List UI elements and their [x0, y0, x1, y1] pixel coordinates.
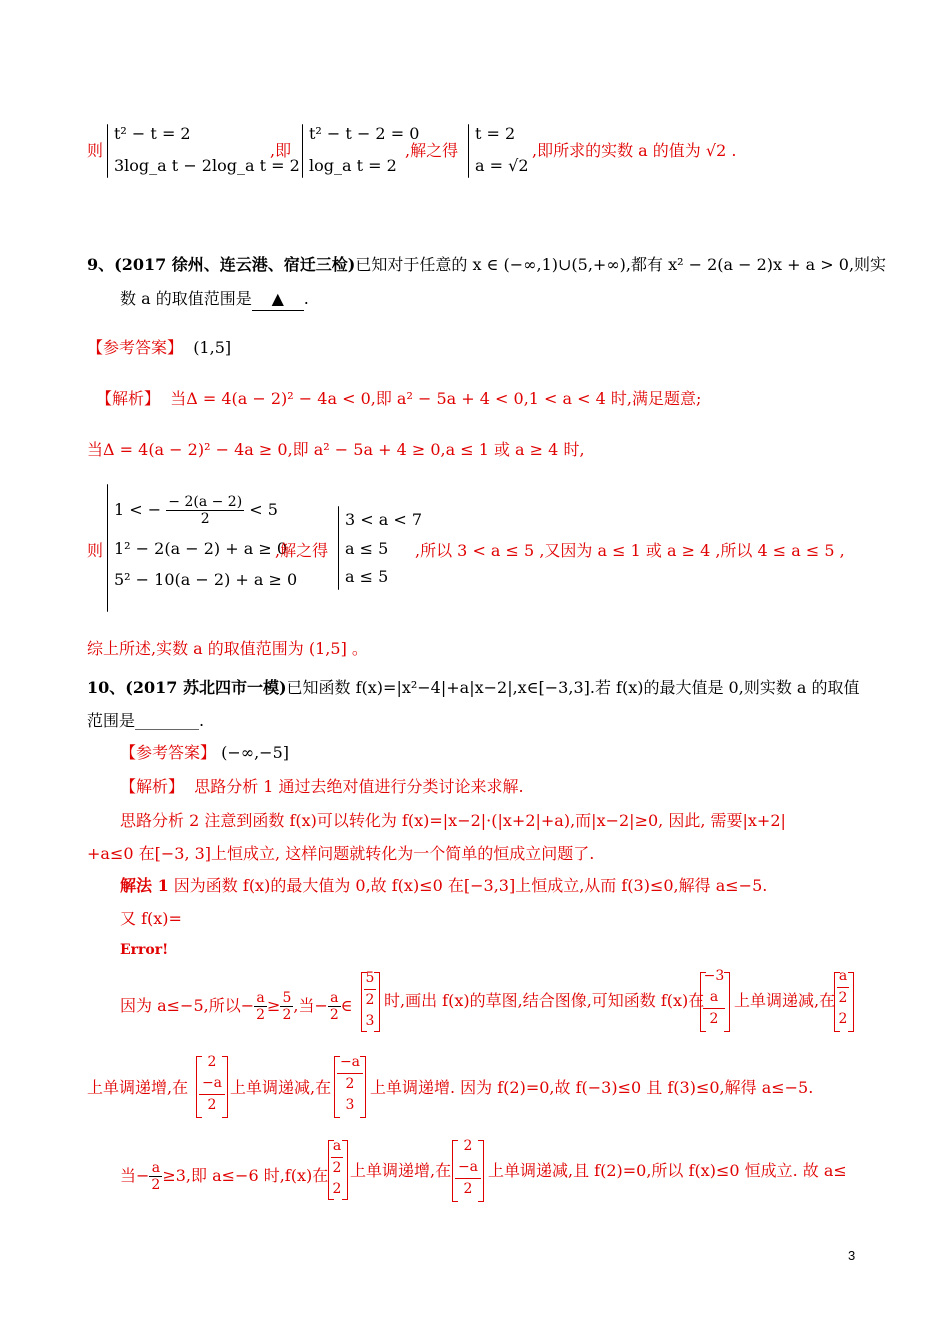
q10-body2: 范围是________. — [87, 711, 205, 730]
br-cell: 2 — [703, 1008, 725, 1030]
q10-jf1 — [120, 875, 767, 897]
q10-frac-a2-2 — [328, 990, 341, 1023]
q10-you: 又 f(x)= — [120, 909, 182, 928]
bracket-l1c-close — [848, 972, 854, 1032]
frac-den: 2 — [282, 1007, 292, 1023]
q10-l1a: 因为 a≤−5,所以− — [120, 996, 255, 1015]
br-cell: 2 — [455, 1178, 481, 1200]
q9-s3: 5² − 10(a − 2) + a ≥ 0 — [114, 570, 298, 589]
q9-brace-right — [338, 506, 339, 590]
top-jie: ,解之得 — [405, 141, 459, 160]
q10-l3b: ≥3,即 a≤−6 时,f(x)在 — [162, 1166, 329, 1185]
q10-l1c: ,当− — [293, 996, 328, 1015]
q10-frac-a2-3 — [149, 1160, 162, 1193]
top-sys3-a: t = 2 — [475, 124, 516, 143]
frac-num: 5 — [282, 990, 292, 1006]
q10-l1 — [120, 990, 353, 1023]
bracket-l1b-content — [703, 966, 725, 1030]
q10-jx1-text: 思路分析 1 通过去绝对值进行分类讨论来求解. — [194, 777, 524, 796]
top-ji: ,即 — [270, 141, 292, 160]
bracket-l3b-close — [478, 1140, 484, 1202]
q9-jx2: 当Δ = 4(a − 2)² − 4a ≥ 0,即 a² − 5a + 4 ≥ 0,a ≤ 1 或 a ≥ 4 时, — [87, 440, 585, 459]
page-number: 3 — [848, 1248, 856, 1263]
q10-jx1 — [120, 776, 524, 798]
q9-answer — [87, 337, 231, 359]
top-sys1-b: 3log_a t − 2log_a t = 2 — [114, 156, 300, 175]
q10-l1b: ≥ — [267, 996, 281, 1015]
q10-l1f: 上单调递减,在 — [734, 991, 836, 1010]
bracket-l3a-close — [342, 1140, 348, 1200]
br-cell: 2 — [331, 1157, 343, 1179]
q10-l2a: 上单调递增,在 — [87, 1078, 189, 1097]
bracket-l1-close — [374, 972, 380, 1032]
q9-blank: ▲ — [252, 288, 304, 311]
q9-ans-value: (1,5] — [193, 338, 232, 357]
br-cell: 2 — [463, 1138, 473, 1154]
q9-r2: a ≤ 5 — [345, 539, 389, 558]
top-sys2-b: log_a t = 2 — [309, 156, 397, 175]
q10-jf1-text: 因为函数 f(x)的最大值为 0,故 f(x)≤0 在[−3,3]上恒成立,从而 f(3)≤0,解得 a≤−5. — [168, 876, 768, 895]
q10-l2b: 上单调递减,在 — [230, 1078, 332, 1097]
q9-s1 — [114, 494, 278, 527]
top-sys3-b: a = √2 — [475, 156, 529, 175]
q9-period: . — [303, 289, 309, 308]
bracket-l1b-close — [724, 972, 730, 1032]
q10-l3c: 上单调递增,在 — [350, 1161, 452, 1180]
q9-body: 已知对于任意的 x ∈ (−∞,1)∪(5,+∞),都有 x² − 2(a − 2)x + a > 0,则实 — [355, 255, 887, 274]
q10-error: Error! — [120, 942, 169, 958]
q10-answer — [120, 742, 289, 764]
br-cell: −a — [457, 1159, 479, 1175]
br-cell: a — [838, 968, 848, 984]
q10-line1 — [87, 677, 860, 699]
q10-ans-label: 【参考答案】 — [120, 743, 217, 762]
q10-jx3: +a≤0 在[−3, 3]上恒成立, 这样问题就转化为一个简单的恒成立问题了. — [87, 844, 595, 863]
br-cell: 5 — [365, 970, 375, 986]
q9-ze: 则 — [87, 541, 104, 560]
q10-l3d: 上单调递减,且 f(2)=0,所以 f(x)≤0 恒成立. 故 a≤ — [488, 1161, 847, 1180]
br-cell: 2 — [837, 987, 849, 1009]
q9-ans-label: 【参考答案】 — [87, 338, 184, 357]
q9-s2: 1² − 2(a − 2) + a ≥ 0 — [114, 539, 288, 558]
q9-summary: 综上所述,实数 a 的取值范围为 (1,5] 。 — [87, 639, 368, 658]
br-cell: 3 — [365, 1013, 375, 1029]
br-cell: a — [332, 1138, 342, 1154]
frac-num: a — [149, 1160, 162, 1177]
q10-l3a: 当− — [120, 1166, 150, 1185]
q9-line2 — [120, 288, 309, 311]
q9-jx1-text: 当Δ = 4(a − 2)² − 4a < 0,即 a² − 5a + 4 < 0,1 < a < 4 时,满足题意; — [170, 389, 702, 408]
br-cell: 2 — [199, 1094, 225, 1116]
q10-body: 已知函数 f(x)=|x²−4|+a|x−2|,x∈[−3,3].若 f(x)的最大值是 0,则实数 a 的取值 — [286, 678, 860, 697]
br-cell: −3 — [703, 968, 725, 984]
q9-jx-label: 【解析】 — [96, 389, 161, 408]
br-cell: 2 — [332, 1181, 342, 1197]
br-cell: 2 — [337, 1073, 363, 1095]
q9-jie: ,解之得 — [275, 541, 329, 560]
q10-frac-a2-1 — [254, 990, 267, 1023]
q9-brace-left — [107, 484, 108, 612]
bracket-l2a-close — [222, 1056, 228, 1118]
br-cell: a — [709, 989, 719, 1005]
frac-den: 2 — [256, 1007, 266, 1023]
q10-l3 — [120, 1160, 328, 1193]
top-ze: 则 — [87, 141, 104, 160]
br-cell: 2 — [364, 989, 376, 1011]
frac-den: 2 — [151, 1177, 161, 1193]
q9-jx1 — [96, 388, 701, 410]
q10-l1d: ∈ — [340, 996, 353, 1015]
brace-3 — [468, 124, 469, 178]
q9-s1-frac — [166, 494, 244, 527]
q10-jx-label: 【解析】 — [120, 777, 185, 796]
frac-num: a — [328, 990, 341, 1007]
q9-head: 9、(2017 徐州、连云港、宿迁三检) — [87, 255, 356, 274]
br-cell: 2 — [838, 1011, 848, 1027]
frac-num: a — [254, 990, 267, 1007]
br-cell: −a — [339, 1054, 361, 1070]
q10-ans-value: (−∞,−5] — [221, 743, 289, 762]
br-cell: 3 — [345, 1097, 355, 1113]
br-cell: −a — [201, 1075, 223, 1091]
q9-line1 — [87, 254, 886, 276]
bracket-l2b-close — [360, 1056, 366, 1118]
top-tail: ,即所求的实数 a 的值为 √2 . — [532, 141, 737, 160]
q10-head: 10、(2017 苏北四市一模) — [87, 678, 287, 697]
q9-s1-post: < 5 — [249, 500, 278, 519]
q9-s1-num: − 2(a − 2) — [168, 494, 243, 510]
q9-s1-pre: 1 < − — [114, 500, 162, 519]
q9-s1-den: 2 — [200, 511, 210, 527]
q10-jf-label: 解法 1 — [120, 876, 169, 895]
q10-frac-52 — [280, 990, 293, 1023]
q10-l1e: 时,画出 f(x)的草图,结合图像,可知函数 f(x)在 — [384, 991, 705, 1010]
q9-r1: 3 < a < 7 — [345, 510, 423, 529]
brace-2 — [302, 124, 303, 178]
q10-l2c: 上单调递增. 因为 f(2)=0,故 f(−3)≤0 且 f(3)≤0,解得 a≤−5. — [370, 1078, 814, 1097]
q9-r3: a ≤ 5 — [345, 567, 389, 586]
br-cell: 2 — [207, 1054, 217, 1070]
brace-1 — [107, 124, 108, 178]
q9-body2: 数 a 的取值范围是 — [120, 289, 252, 308]
frac-den: 2 — [329, 1007, 339, 1023]
q9-tail: ,所以 3 < a ≤ 5 ,又因为 a ≤ 1 或 a ≥ 4 ,所以 4 ≤ a ≤ 5 , — [415, 541, 845, 560]
q10-jx2: 思路分析 2 注意到函数 f(x)可以转化为 f(x)=|x−2|·(|x+2|+a),而|x−2|≥0, 因此, 需要|x+2| — [120, 811, 786, 830]
top-sys1-a: t² − t = 2 — [114, 124, 191, 143]
top-sys2-a: t² − t − 2 = 0 — [309, 124, 420, 143]
